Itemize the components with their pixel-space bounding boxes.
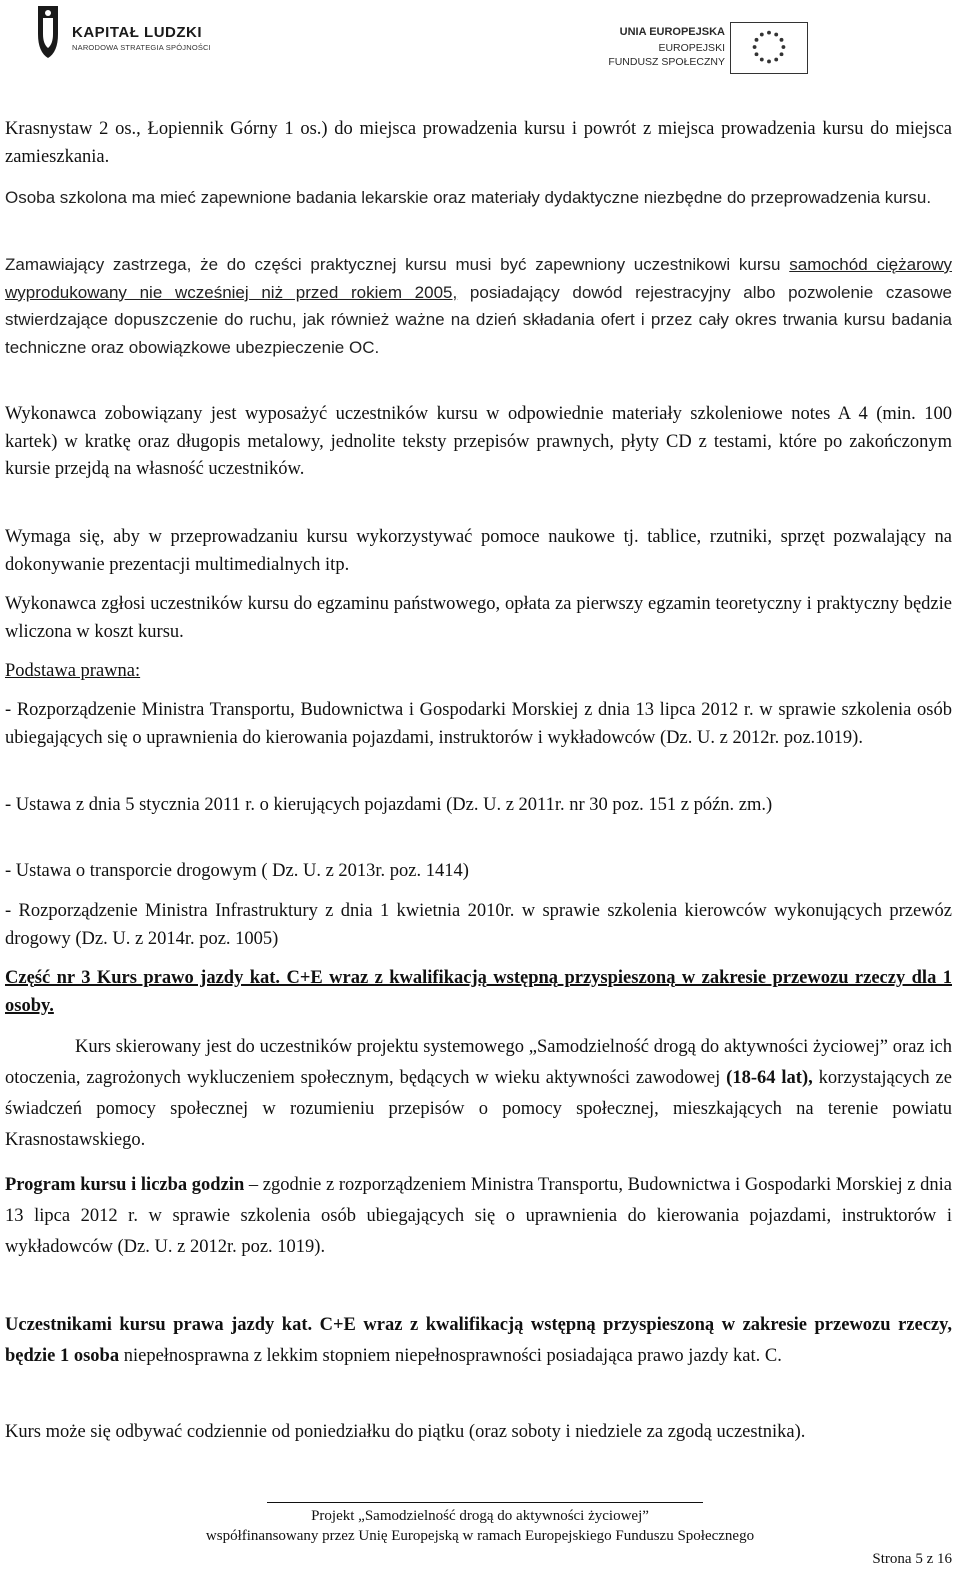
eagle-emblem-icon [32, 4, 64, 60]
program-bold: Program kursu i liczba godzin [5, 1175, 245, 1195]
eu-flag-icon [730, 22, 808, 74]
paragraph-schedule: Kurs może się odbywać codziennie od poniedziałku do piątku (oraz soboty i niedziele za zgodą uczestnika). [5, 1422, 806, 1442]
participants-text: niepełnosprawna z lekkim stopniem niepełnosprawności posiadająca prawo jazdy kat. C. [119, 1346, 782, 1366]
footer-project: Projekt „Samodzielność drogą do aktywności życiowej” [311, 1508, 649, 1524]
participants-bold: Uczestnikami kursu prawa jazdy kat. C+E wraz z kwalifikacją wstępną przyspieszoną w zakresie przewozu rzeczy, będzie 1 osoba [5, 1315, 952, 1366]
target-text-b: korzystających ze świadczeń pomocy społecznej w rozumieniu przepisów o pomocy społecznej, mieszkających na terenie powiatu Krasnostawskiego. [5, 1068, 952, 1150]
eu-logo-line3: FUNDUSZ SPOŁECZNY [608, 56, 725, 68]
paragraph-materials: Wykonawca zobowiązany jest wyposażyć uczestników kursu w odpowiednie materiały szkoleniowe notes A 4 (min. 100 kartek) w kratkę oraz długopis metalowy, jednolite teksty przepisów prawnych, płyty CD z testami, które po zakończonym kursie przejdą na własność uczestników. [5, 404, 952, 479]
eu-logo-line1: UNIA EUROPEJSKA [619, 26, 725, 38]
legal-item-1: - Rozporządzenie Ministra Transportu, Budownictwa i Gospodarki Morskiej z dnia 13 lipca 2012 r. w sprawie szkolenia osób ubiegających się o uprawnienia do kierowania pojazdami, instruktorów i wykładowców (Dz. U. z 2012r. poz.1019). [5, 700, 952, 748]
eu-logo [600, 22, 920, 74]
paragraph-medical: Osoba szkolona ma mieć zapewnione badania lekarskie oraz materiały dydaktyczne niezbędne do przeprowadzenia kursu. [5, 188, 932, 207]
legal-item-3: - Ustawa o transporcie drogowym ( Dz. U. z 2013r. poz. 1414) [5, 861, 469, 881]
page-header [0, 0, 960, 80]
vehicle-text-underlined: samochód ciężarowy wyprodukowany nie wcześniej niż przed rokiem 2005, [5, 255, 952, 302]
section-heading: Część nr 3 Kurs prawo jazdy kat. C+E wraz z kwalifikacją wstępną przyspieszoną w zakresie przewozu rzeczy dla 1 osoby. [5, 968, 952, 1016]
legal-item-4: - Rozporządzenie Ministra Infrastruktury z dnia 1 kwietnia 2010r. w sprawie szkolenia kierowców wykonujących przewóz drogowy (Dz. U. z 2014r. poz. 1005) [5, 901, 952, 949]
logo-title: KAPITAŁ LUDZKI [72, 24, 203, 41]
eu-logo-line2: EUROPEJSKI [658, 42, 725, 54]
page-number: Strona 5 z 16 [872, 1551, 952, 1567]
paragraph-program [5, 1170, 952, 1263]
program-text: – zgodnie z rozporządzeniem Ministra Transportu, Budownictwa i Gospodarki Morskiej z dnia 13 lipca 2012 r. w sprawie szkolenia osób ubiegających się o uprawnienia do kierowania pojazdami, instruktorów i wykładowców (Dz. U. z 2012r. poz. 1019). [5, 1175, 952, 1257]
paragraph-exam: Wykonawca zgłosi uczestników kursu do egzaminu państwowego, opłata za pierwszy egzamin teoretyczny i praktyczny będzie wliczona w koszt kursu. [5, 594, 952, 642]
target-age-bold: (18-64 lat), [726, 1068, 813, 1088]
footer-cofinancing: współfinansowany przez Unię Europejską w ramach Europejskiego Funduszu Społecznego [205, 1528, 755, 1544]
vehicle-text-a: Zamawiający zastrzega, że do części praktycznej kursu musi być zapewniony uczestnikowi kursu [5, 255, 790, 274]
vehicle-text-b: posiadający dowód rejestracyjny albo pozwolenie czasowe stwierdzające dopuszczenie do ruchu, jak również ważne na dzień składania ofert i przez cały okres trwania kursu badania techniczne oraz obowiązkowe ubezpieczenie OC. [5, 282, 952, 357]
legal-item-2: - Ustawa z dnia 5 stycznia 2011 r. o kierujących pojazdami (Dz. U. z 2011r. nr 30 poz. 151 z późn. zm.) [5, 795, 773, 815]
footer-divider [267, 1502, 703, 1503]
paragraph-target-group [5, 1032, 952, 1156]
target-text-a: Kurs skierowany jest do uczestników projektu systemowego „Samodzielność drogą do aktywności życiowej” oraz ich otoczenia, zagrożonych wykluczeniem społecznym, będących w wieku aktywności zawodowej [5, 1037, 952, 1088]
paragraph-transport: Krasnystaw 2 os., Łopiennik Górny 1 os.) do miejsca prowadzenia kursu i powrót z miejsca prowadzenia kursu do miejsca zamieszkania. [5, 119, 952, 167]
logo-subtitle: NARODOWA STRATEGIA SPÓJNOŚCI [72, 43, 211, 52]
paragraph-participants [5, 1310, 952, 1372]
legal-basis-label: Podstawa prawna: [5, 661, 141, 681]
paragraph-teaching-aids: Wymaga się, aby w przeprowadzaniu kursu wykorzystywać pomoce naukowe tj. tablice, rzutniki, sprzęt pozwalający na dokonywanie prezentacji multimedialnych itp. [5, 527, 952, 575]
paragraph-vehicle-requirements [5, 251, 952, 361]
kapital-ludzki-logo [32, 4, 212, 62]
